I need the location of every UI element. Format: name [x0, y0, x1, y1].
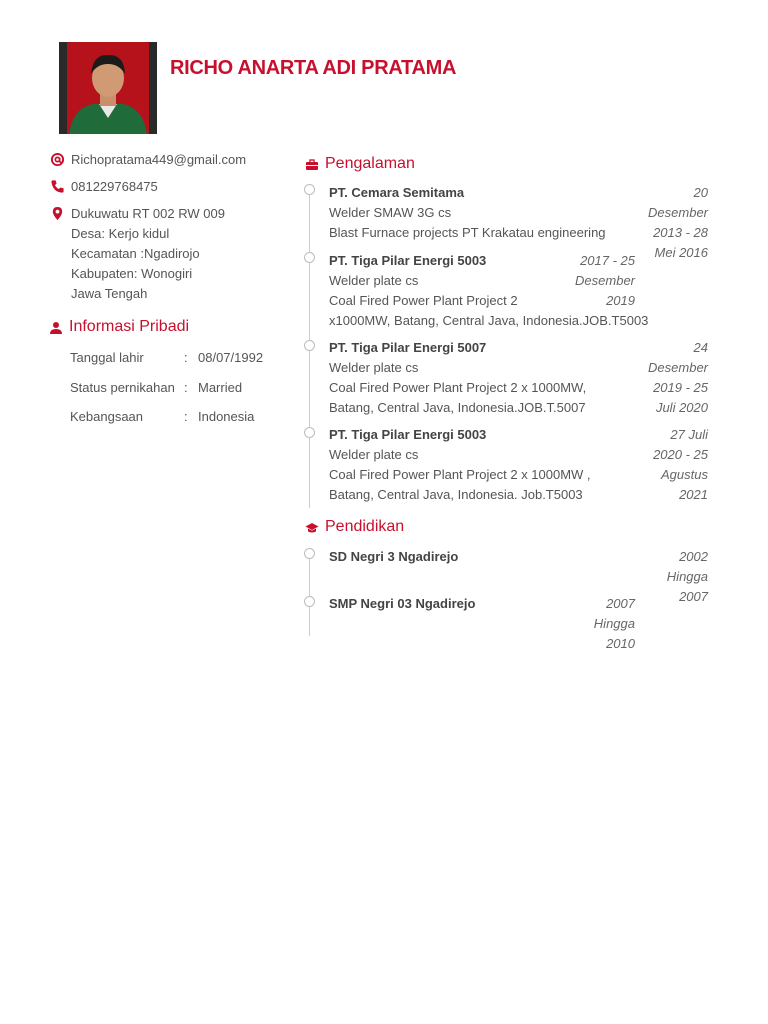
date-line: 2007: [679, 589, 708, 604]
timeline-dot: [304, 184, 315, 195]
date-line: 2002: [679, 549, 708, 564]
timeline-dot: [304, 427, 315, 438]
contact-email-row: [49, 150, 299, 170]
education-school: SMP Negri 03 Ngadirejo: [329, 596, 476, 611]
address-line: Dukuwatu RT 002 RW 009: [71, 206, 225, 221]
user-icon: [49, 321, 63, 335]
phone-text[interactable]: 081229768475: [71, 179, 158, 194]
date-line: Hingga: [593, 616, 635, 631]
education-title: [325, 518, 404, 536]
experience-item: [329, 338, 586, 418]
timeline-dot: [304, 252, 315, 263]
education-item: [329, 594, 475, 614]
experience-detail: Batang, Central Java, Indonesia. Job.T5003: [329, 487, 583, 502]
contact-info: [49, 150, 299, 311]
experience-title-text: Pengalaman: [325, 155, 415, 172]
date-line: 20: [693, 185, 708, 200]
education-date: [594, 594, 635, 654]
experience-detail: Welder SMAW 3G cs: [329, 205, 452, 220]
info-value: Married: [198, 379, 243, 395]
address-line: Jawa Tengah: [71, 286, 148, 301]
date-line: 2020 - 25: [653, 447, 708, 462]
info-separator: :: [184, 350, 188, 365]
timeline-dot: [304, 548, 315, 559]
experience-detail: Coal Fired Power Plant Project 2 x 1000MW ,: [329, 467, 591, 482]
date-line: Desember: [648, 360, 708, 375]
date-line: Hingga: [666, 569, 708, 584]
briefcase-icon: [305, 158, 319, 172]
info-label: Kebangsaan: [70, 409, 144, 424]
experience-detail: x1000MW, Batang, Central Java, Indonesia.JOB.T5003: [329, 313, 649, 328]
date-line: 24: [693, 340, 708, 355]
experience-detail: Coal Fired Power Plant Project 2: [329, 293, 518, 308]
experience-detail: Blast Furnace projects PT Krakatau engineering: [329, 225, 606, 240]
contact-phone-row: [49, 177, 299, 197]
date-line: 2019: [606, 293, 635, 308]
timeline-dot: [304, 596, 315, 607]
experience-company: PT. Cemara Semitama: [329, 185, 465, 200]
address-line: Kecamatan :Ngadirojo: [71, 246, 200, 261]
info-label: Tanggal lahir: [70, 350, 144, 365]
personal-info-table: [70, 348, 263, 437]
date-line: 2013 - 28: [653, 225, 708, 240]
date-line: 2010: [606, 636, 635, 651]
info-row: [70, 348, 263, 378]
info-label: Status pernikahan: [70, 379, 175, 395]
address-line: Kabupaten: Wonogiri: [71, 266, 193, 281]
experience-date: [653, 425, 708, 505]
date-line: 2021: [679, 487, 708, 502]
experience-detail: Welder plate cs: [329, 273, 419, 288]
info-separator: :: [184, 409, 188, 424]
experience-title: [325, 155, 415, 173]
profile-photo: [59, 42, 157, 134]
experience-item: [329, 425, 591, 505]
info-row: [70, 407, 263, 437]
experience-company: PT. Tiga Pilar Energi 5003: [329, 253, 487, 268]
date-line: 27 Juli: [670, 427, 708, 442]
info-separator: :: [184, 379, 188, 395]
date-line: Mei 2016: [654, 245, 708, 260]
date-line: 2019 - 25: [653, 380, 708, 395]
date-line: 2007: [606, 596, 635, 611]
date-line: Agustus: [661, 467, 708, 482]
personal-info-title-text: Informasi Pribadi: [69, 318, 190, 335]
date-line: Desember: [575, 273, 635, 288]
experience-company: PT. Tiga Pilar Energi 5003: [329, 427, 487, 442]
personal-info-title: [69, 318, 189, 336]
info-value: 08/07/1992: [198, 350, 264, 365]
education-school: SD Negri 3 Ngadirejo: [329, 549, 459, 564]
info-value: Indonesia: [198, 409, 255, 424]
candidate-name: RICHO ANARTA ADI PRATAMA: [170, 57, 457, 79]
experience-detail: Batang, Central Java, Indonesia.JOB.T.5007: [329, 400, 586, 415]
phone-icon: [50, 179, 65, 194]
education-title-text: Pendidikan: [325, 518, 405, 535]
experience-company: PT. Tiga Pilar Energi 5007: [329, 340, 487, 355]
date-line: Desember: [648, 205, 708, 220]
timeline-dot: [304, 340, 315, 351]
experience-item: [329, 183, 606, 243]
experience-date: [648, 183, 708, 263]
info-row: [70, 378, 263, 408]
education-item: [329, 547, 458, 567]
graduation-cap-icon: [305, 521, 319, 535]
location-pin-icon: [50, 206, 65, 221]
education-timeline: [309, 554, 310, 636]
experience-date: [575, 251, 635, 311]
experience-date: [648, 338, 708, 418]
date-line: 2017 - 25: [580, 253, 635, 268]
education-date: [667, 547, 708, 607]
email-text[interactable]: Richopratama449@gmail.com: [71, 152, 247, 167]
at-icon: [50, 152, 65, 167]
experience-detail: Welder plate cs: [329, 360, 419, 375]
experience-detail: Coal Fired Power Plant Project 2 x 1000MW,: [329, 380, 587, 395]
address-line: Desa: Kerjo kidul: [71, 226, 170, 241]
experience-detail: Welder plate cs: [329, 447, 419, 462]
date-line: Juli 2020: [655, 400, 708, 415]
contact-address-row: [49, 204, 299, 304]
